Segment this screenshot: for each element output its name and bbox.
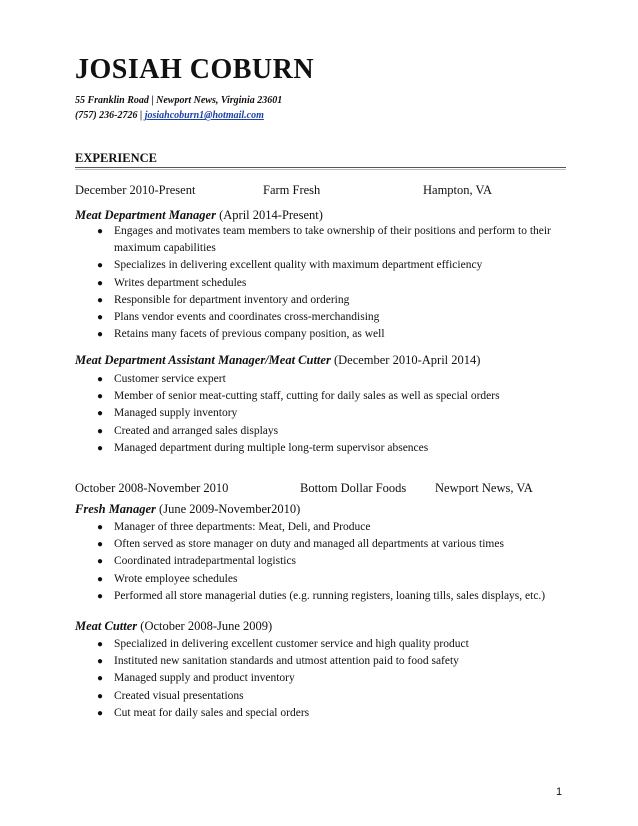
bullet-icon: ●: [97, 425, 104, 437]
job-header: [75, 481, 566, 497]
bullet-icon: ●: [97, 690, 104, 702]
job-dates: December 2010-Present: [75, 183, 196, 197]
list-item: ● Customer service expert: [97, 371, 557, 388]
bullet-icon: ●: [97, 707, 104, 719]
list-item: ● Manager of three departments: Meat, Deli, and Produce: [97, 519, 572, 536]
email-link[interactable]: josiahcoburn1@hotmail.com: [144, 110, 264, 121]
list-item: ● Performed all store managerial duties (e.g. running registers, loaning tills, sales displays, etc.): [97, 588, 572, 605]
job-company: Farm Fresh: [263, 183, 321, 197]
list-item: ● Created visual presentations: [97, 688, 557, 705]
bullet-list: [97, 223, 559, 343]
section-title-experience: EXPERIENCE: [75, 151, 157, 165]
list-item: ● Coordinated intradepartmental logistics: [97, 553, 572, 570]
bullet-icon: ●: [97, 294, 104, 306]
list-item: ● Member of senior meat-cutting staff, cutting for daily sales as well as special orders: [97, 388, 557, 405]
bullet-icon: ●: [97, 673, 104, 685]
bullet-icon: ●: [97, 656, 104, 668]
role-heading: [75, 619, 272, 634]
role-heading: [75, 208, 323, 223]
bullet-list: [97, 371, 557, 457]
bullet-icon: ●: [97, 374, 104, 385]
role-heading: [75, 353, 480, 368]
page-number: 1: [556, 786, 563, 798]
bullet-list: [97, 519, 572, 605]
role-period: (December 2010-April 2014): [330, 353, 481, 367]
role-period: (June 2009-November2010): [155, 502, 301, 516]
list-item: ● Cut meat for daily sales and special orders: [97, 705, 557, 722]
role-heading: [75, 502, 300, 517]
bullet-icon: ●: [97, 408, 104, 420]
bullet-icon: ●: [97, 312, 104, 324]
list-item: ● Managed supply and product inventory: [97, 670, 557, 687]
list-item: ● Plans vendor events and coordinates cross-merchandising: [97, 309, 559, 326]
list-item: ● Writes department schedules: [97, 275, 559, 292]
phone-text: (757) 236-2726 |: [75, 110, 145, 121]
role-period: (April 2014-Present): [215, 208, 323, 222]
bullet-icon: ●: [97, 639, 104, 650]
list-item: ● Managed department during multiple long-term supervisor absences: [97, 440, 557, 457]
list-item: ● Managed supply inventory: [97, 405, 557, 422]
list-item: ● Retains many facets of previous company position, as well: [97, 326, 559, 343]
job-dates: October 2008-November 2010: [75, 481, 229, 495]
bullet-icon: ●: [97, 226, 104, 237]
job-location: Hampton, VA: [423, 183, 492, 197]
section-divider: [75, 167, 566, 170]
bullet-icon: ●: [97, 329, 104, 341]
candidate-name: JOSIAH COBURN: [75, 54, 315, 85]
role-title: Meat Department Assistant Manager/Meat Cutter: [75, 353, 331, 367]
bullet-list: [97, 636, 557, 722]
list-item: ● Specializes in delivering excellent quality with maximum department efficiency: [97, 257, 559, 274]
bullet-icon: ●: [97, 277, 104, 289]
list-item: ● Instituted new sanitation standards and utmost attention paid to food safety: [97, 653, 557, 670]
bullet-icon: ●: [97, 556, 104, 568]
bullet-icon: ●: [97, 539, 104, 551]
job-company: Bottom Dollar Foods: [300, 481, 407, 495]
list-item: ● Often served as store manager on duty and managed all departments at various times: [97, 536, 572, 553]
list-item: ● Wrote employee schedules: [97, 571, 572, 588]
list-item: ● Engages and motivates team members to take ownership of their positions and perform to their maximum capabilities: [97, 225, 551, 255]
bullet-icon: ●: [97, 573, 104, 585]
list-item: ● Specialized in delivering excellent customer service and high quality product: [97, 636, 557, 653]
job-header: [75, 183, 566, 199]
role-title: Fresh Manager: [75, 502, 156, 516]
bullet-icon: ●: [97, 590, 104, 602]
list-item: ● Created and arranged sales displays: [97, 423, 557, 440]
bullet-icon: ●: [97, 260, 104, 272]
role-period: (October 2008-June 2009): [137, 619, 273, 633]
bullet-icon: ●: [97, 442, 104, 454]
bullet-icon: ●: [97, 391, 104, 403]
job-location: Newport News, VA: [435, 481, 533, 495]
role-title: Meat Cutter: [75, 619, 138, 633]
list-item: ● Responsible for department inventory and ordering: [97, 292, 559, 309]
address-line: 55 Franklin Road | Newport News, Virginia 23601: [75, 95, 283, 106]
phone-email-line: [75, 110, 264, 121]
bullet-icon: ●: [97, 522, 104, 533]
role-title: Meat Department Manager: [75, 208, 216, 222]
